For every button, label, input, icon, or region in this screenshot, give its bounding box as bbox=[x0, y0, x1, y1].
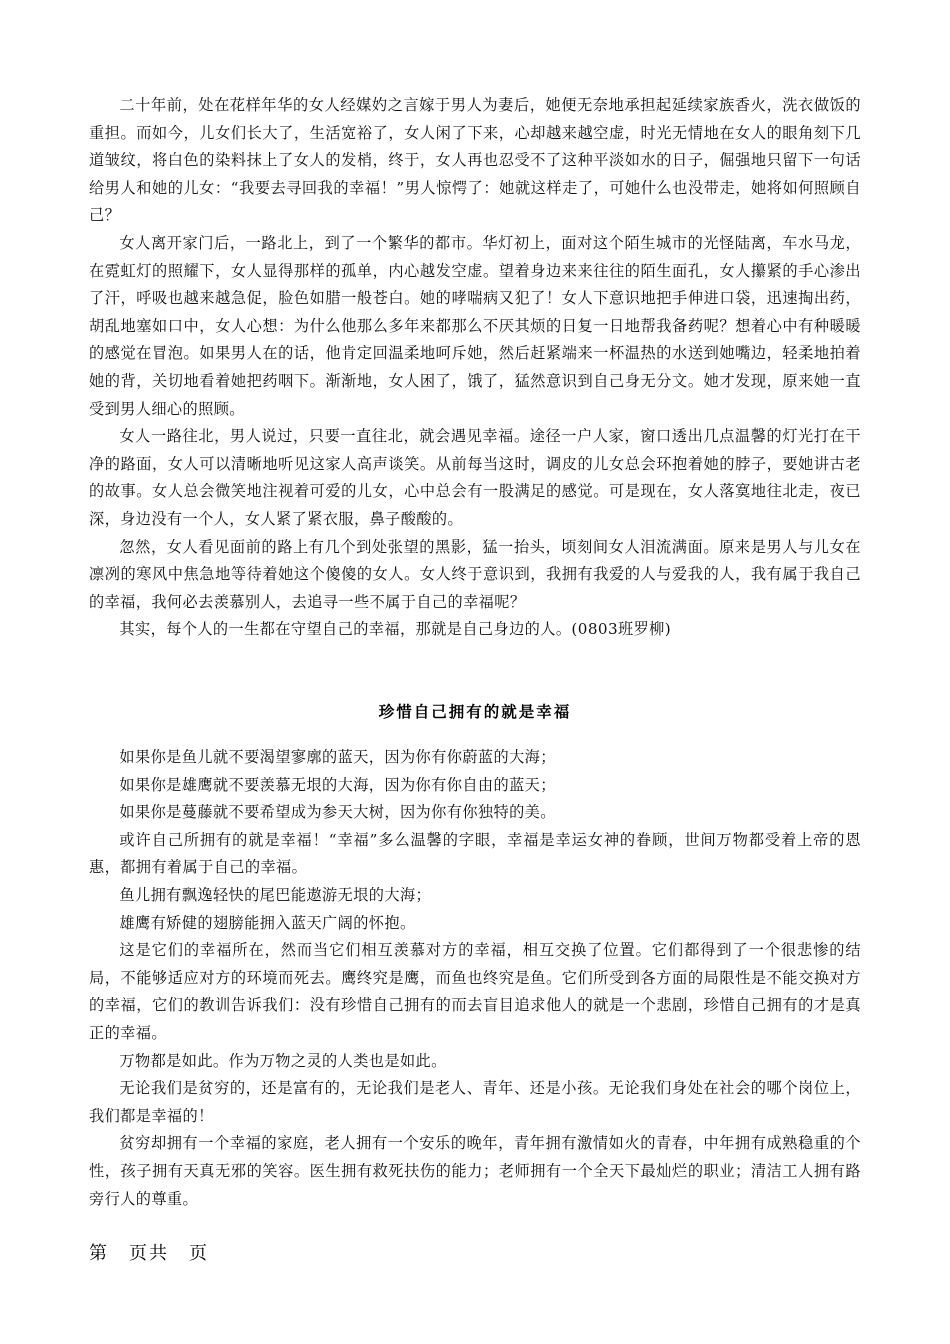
story-two bbox=[89, 744, 861, 1213]
paragraph: 雄鹰有矫健的翅膀能拥入蓝天广阔的怀抱。 bbox=[119, 913, 416, 932]
page-number-footer: 第 页共 页 bbox=[89, 1243, 209, 1263]
paragraph: 鱼儿拥有飘逸轻快的尾巴能遨游无垠的大海； bbox=[119, 885, 432, 904]
paragraph-signature: 其实，每个人的一生都在守望自己的幸福，那就是自己身边的人。(0803班罗柳) bbox=[119, 620, 672, 639]
section-title: 珍惜自己拥有的就是幸福 bbox=[378, 703, 572, 721]
paragraph: 如果你是鱼儿就不要渴望寥廓的蓝天，因为你有你蔚蓝的大海； bbox=[119, 748, 556, 766]
paragraph: 贫穷却拥有一个幸福的家庭，老人拥有一个安乐的晚年，青年拥有激情如火的青春，中年拥有成熟稳重的个性，孩子拥有天真无邪的笑容。医生拥有救死扶伤的能力；老师拥有一个全天下最灿烂的职业；清洁工人拥有路旁行人的尊重。 bbox=[89, 1134, 861, 1208]
story-one bbox=[89, 92, 861, 644]
paragraph: 万物都是如此。作为万物之灵的人类也是如此。 bbox=[119, 1051, 447, 1070]
paragraph: 女人一路往北，男人说过，只要一直往北，就会遇见幸福。途径一户人家，窗口透出几点温馨的灯光打在干净的路面，女人可以清晰地听见这家人高声谈笑。从前每当这时，调皮的儿女总会环抱着她的脖子，要她讲古老的故事。女人总会微笑地注视着可爱的儿女，心中总会有一股满足的感觉。可是现在，女人落寞地往北走，夜已深，身边没有一个人，女人紧了紧衣服，鼻子酸酸的。 bbox=[89, 427, 861, 528]
paragraph: 如果你是雄鹰就不要羡慕无垠的大海，因为你有你自由的蓝天； bbox=[119, 775, 556, 794]
paragraph: 或许自己所拥有的就是幸福！“幸福”多么温馨的字眼，幸福是幸运女神的眷顾，世间万物都受着上帝的恩惠，都拥有着属于自己的幸福。 bbox=[89, 830, 861, 877]
paragraph: 忽然，女人看见面前的路上有几个到处张望的黑影，猛一抬头，顷刻间女人泪流满面。原来是男人与儿女在凛冽的寒风中焦急地等待着她这个傻傻的女人。女人终于意识到，我拥有我爱的人与爱我的人，我有属于我自己的幸福，我何必去羡慕别人，去追寻一些不属于自己的幸福呢？ bbox=[89, 537, 861, 611]
paragraph: 女人离开家门后，一路北上，到了一个繁华的都市。华灯初上，面对这个陌生城市的光怪陆离，车水马龙，在霓虹灯的照耀下，女人显得那样的孤单，内心越发空虚。望着身边来来往往的陌生面孔，女人攥紧的手心渗出了汗，呼吸也越来越急促，脸色如腊一般苍白。她的哮喘病又犯了！女人下意识地把手伸进口袋，迅速掏出药，胡乱地塞如口中，女人心想：为什么他那么多年来都那么不厌其烦的日复一日地帮我备药呢？想着心中有种暖暖的感觉在冒泡。如果男人在的话，他肯定回温柔地呵斥她，然后赶紧端来一杯温热的水送到她嘴边，轻柔地拍着她的背，关切地看着她把药咽下。渐渐地，女人困了，饿了，猛然意识到自己身无分文。她才发现，原来她一直受到男人细心的照顾。 bbox=[89, 233, 861, 418]
paragraph: 无论我们是贫穷的，还是富有的，无论我们是老人、青年、还是小孩。无论我们身处在社会的哪个岗位上，我们都是幸福的！ bbox=[89, 1079, 861, 1125]
paragraph: 二十年前，处在花样年华的女人经媒妁之言嫁于男人为妻后，她便无奈地承担起延续家族香火，洗衣做饭的重担。而如今，儿女们长大了，生活宽裕了，女人闲了下来，心却越来越空虚，时光无情地在女人的眼角刻下几道皱纹，将白色的染料抹上了女人的发梢，终于，女人再也忍受不了这种平淡如水的日子，倔强地只留下一句话给男人和她的儿女：“我要去寻回我的幸福！”男人惊愕了：她就这样走了，可她什么也没带走，她将如何照顾自己？ bbox=[89, 96, 861, 225]
paragraph: 如果你是蔓藤就不要希望成为参天大树，因为你有你独特的美。 bbox=[119, 803, 556, 822]
paragraph: 这是它们的幸福所在，然而当它们相互羡慕对方的幸福，相互交换了位置。它们都得到了一个很悲惨的结局，不能够适应对方的环境而死去。鹰终究是鹰，而鱼也终究是鱼。它们所受到各方面的局限性是不能交换对方的幸福，它们的教训告诉我们：没有珍惜自己拥有的而去盲目追求他人的就是一个悲剧，珍惜自己拥有的才是真正的幸福。 bbox=[89, 941, 861, 1042]
